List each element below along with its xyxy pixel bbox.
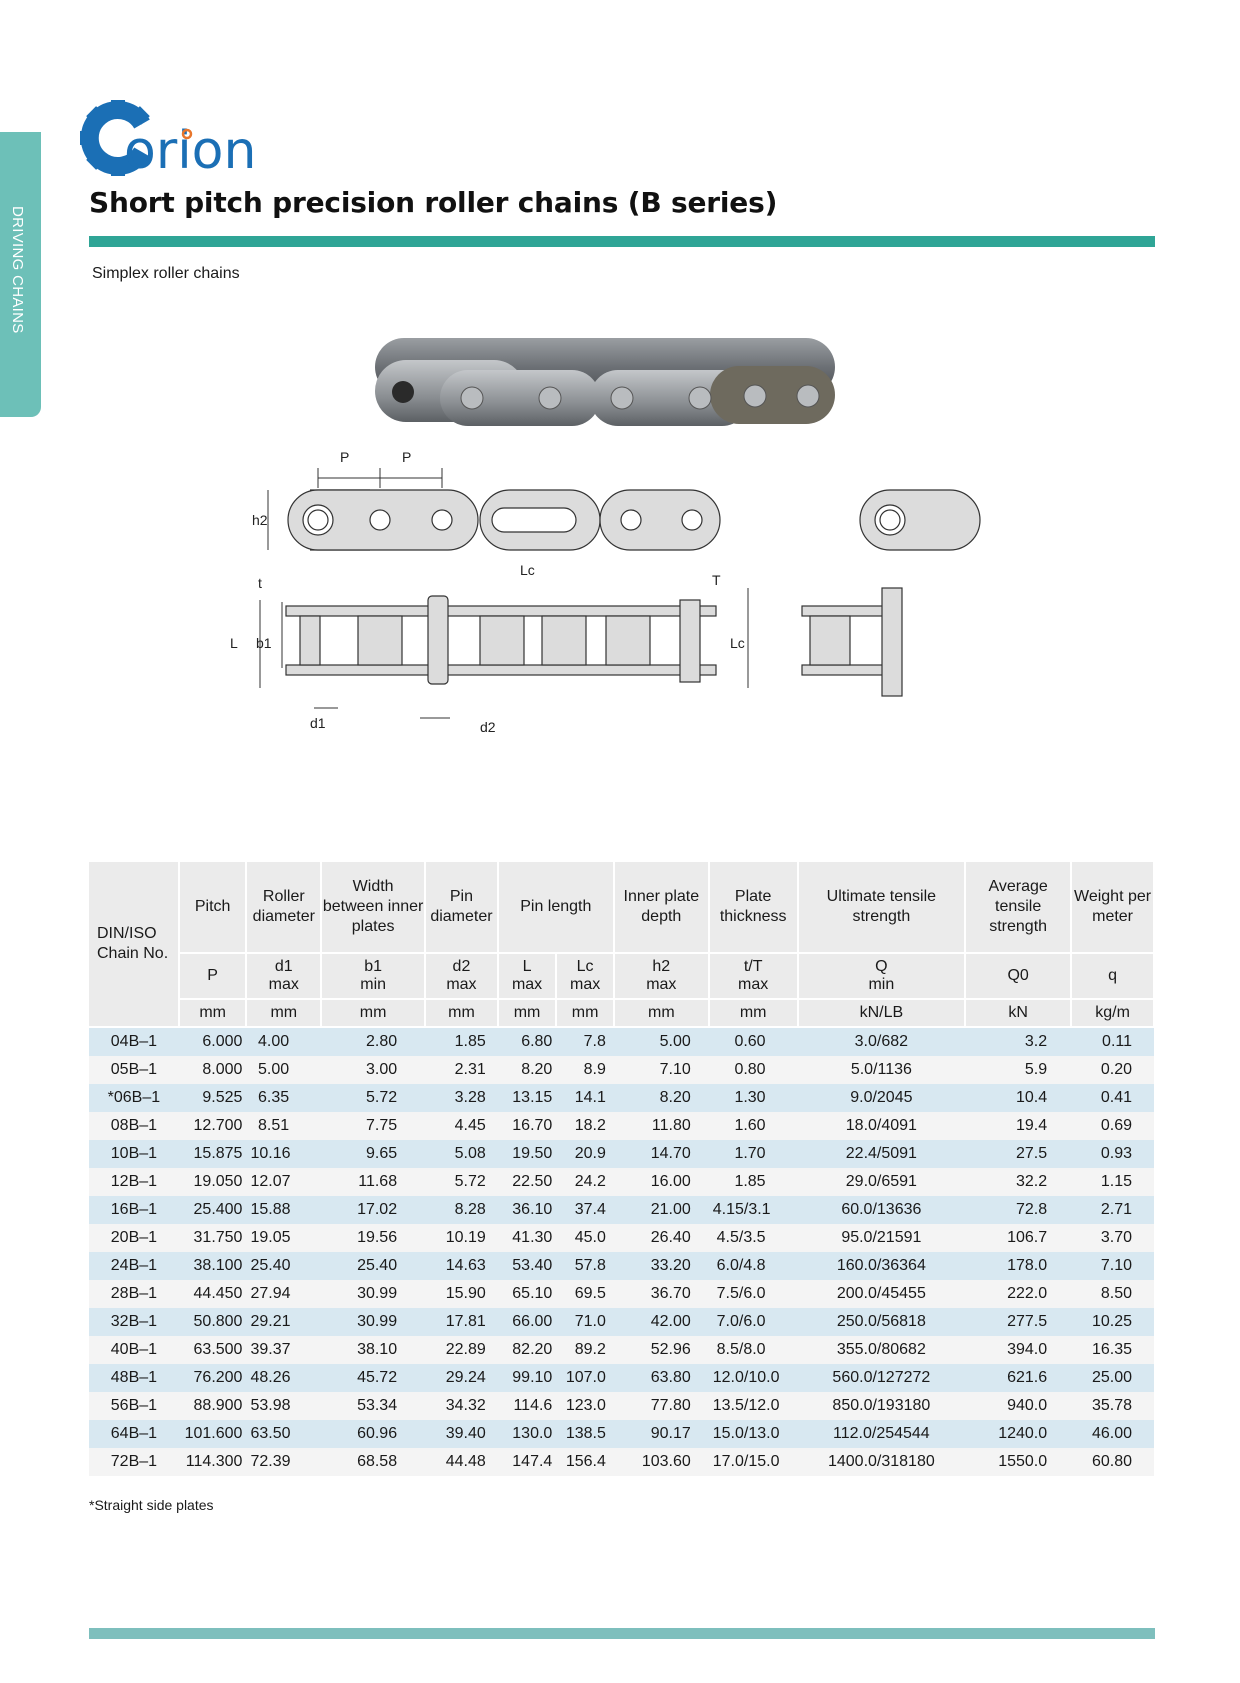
- table-cell: 29.0/6591: [798, 1168, 966, 1196]
- label-b1: b1: [256, 635, 272, 651]
- table-cell: 7.10: [1071, 1252, 1154, 1280]
- table-cell: 160.0/36364: [798, 1252, 966, 1280]
- table-cell: 38.10: [321, 1336, 425, 1364]
- table-cell: 5.0/1136: [798, 1056, 966, 1084]
- table-cell: 9.525: [179, 1084, 247, 1112]
- table-cell: 89.2: [556, 1336, 614, 1364]
- table-cell: 15.88: [246, 1196, 321, 1224]
- table-cell: 22.50: [498, 1168, 557, 1196]
- table-cell: 53.34: [321, 1392, 425, 1420]
- side-tab-label: DRIVING CHAINS: [9, 206, 26, 334]
- table-cell: 4.45: [425, 1112, 498, 1140]
- table-cell: 8.5/8.0: [709, 1336, 798, 1364]
- table-cell: 1.30: [709, 1084, 798, 1112]
- table-cell: 13.15: [498, 1084, 557, 1112]
- section-subtitle: Simplex roller chains: [92, 265, 240, 282]
- col-symbol: [798, 953, 966, 999]
- col-symbol-text: Lc: [576, 958, 594, 975]
- table-cell: 60.96: [321, 1420, 425, 1448]
- table-cell: 60.80: [1071, 1448, 1154, 1476]
- table-row: [89, 1168, 1154, 1196]
- table-cell: 42.00: [614, 1308, 709, 1336]
- table-cell: 7.10: [614, 1056, 709, 1084]
- table-row: [89, 1027, 1154, 1056]
- table-cell: 0.60: [709, 1027, 798, 1056]
- table-row: [89, 1084, 1154, 1112]
- table-cell: 16.35: [1071, 1336, 1154, 1364]
- table-cell: 2.71: [1071, 1196, 1154, 1224]
- chain-no-cell: 28B–1: [89, 1280, 179, 1308]
- table-cell: 8.50: [1071, 1280, 1154, 1308]
- table-cell: 36.10: [498, 1196, 557, 1224]
- table-cell: 76.200: [179, 1364, 247, 1392]
- chain-no-cell: 56B–1: [89, 1392, 179, 1420]
- label-d1: d1: [310, 715, 326, 731]
- table-cell: 18.2: [556, 1112, 614, 1140]
- col-symbol-text: L: [522, 958, 532, 975]
- table-cell: 17.81: [425, 1308, 498, 1336]
- table-cell: 15.875: [179, 1140, 247, 1168]
- chain-no-cell: 12B–1: [89, 1168, 179, 1196]
- table-cell: 69.5: [556, 1280, 614, 1308]
- table-cell: 250.0/56818: [798, 1308, 966, 1336]
- table-row: [89, 1308, 1154, 1336]
- table-cell: 1.70: [709, 1140, 798, 1168]
- label-lc-2: Lc: [730, 635, 745, 651]
- title-rule: [89, 236, 1155, 247]
- table-cell: 6.35: [246, 1084, 321, 1112]
- col-symbol: [246, 953, 321, 999]
- table-cell: 18.0/4091: [798, 1112, 966, 1140]
- chain-technical-drawings: [230, 449, 1020, 780]
- col-unit: kg/m: [1071, 999, 1154, 1027]
- table-cell: 57.8: [556, 1252, 614, 1280]
- table-cell: 2.31: [425, 1056, 498, 1084]
- table-cell: 0.80: [709, 1056, 798, 1084]
- col-unit: mm: [179, 999, 247, 1027]
- table-cell: 20.9: [556, 1140, 614, 1168]
- table-cell: 45.72: [321, 1364, 425, 1392]
- table-cell: 114.300: [179, 1448, 247, 1476]
- table-cell: 44.48: [425, 1448, 498, 1476]
- col-symbol: [709, 953, 798, 999]
- table-cell: 44.450: [179, 1280, 247, 1308]
- table-cell: 5.00: [246, 1056, 321, 1084]
- table-cell: 103.60: [614, 1448, 709, 1476]
- table-cell: 25.40: [246, 1252, 321, 1280]
- table-cell: 38.100: [179, 1252, 247, 1280]
- label-t-upper: T: [712, 572, 721, 588]
- table-cell: 7.5/6.0: [709, 1280, 798, 1308]
- table-cell: 106.7: [965, 1224, 1071, 1252]
- table-cell: 16.00: [614, 1168, 709, 1196]
- table-cell: 1.60: [709, 1112, 798, 1140]
- col-header: Average tensile strength: [965, 862, 1071, 953]
- table-cell: 16.70: [498, 1112, 557, 1140]
- label-t: t: [258, 575, 262, 591]
- table-cell: 25.40: [321, 1252, 425, 1280]
- chain-no-cell: 05B–1: [89, 1056, 179, 1084]
- table-cell: 178.0: [965, 1252, 1071, 1280]
- table-cell: 46.00: [1071, 1420, 1154, 1448]
- col-header: Weight per meter: [1071, 862, 1154, 953]
- table-cell: 88.900: [179, 1392, 247, 1420]
- table-cell: 10.19: [425, 1224, 498, 1252]
- table-cell: 52.96: [614, 1336, 709, 1364]
- table-cell: 17.0/15.0: [709, 1448, 798, 1476]
- table-cell: 15.0/13.0: [709, 1420, 798, 1448]
- table-cell: 0.93: [1071, 1140, 1154, 1168]
- col-limit: max: [511, 976, 543, 993]
- table-cell: 1.85: [709, 1168, 798, 1196]
- table-cell: 13.5/12.0: [709, 1392, 798, 1420]
- col-header: Pitch: [179, 862, 247, 953]
- table-cell: 1240.0: [965, 1420, 1071, 1448]
- table-cell: 277.5: [965, 1308, 1071, 1336]
- table-cell: 8.51: [246, 1112, 321, 1140]
- table-cell: 14.63: [425, 1252, 498, 1280]
- col-limit: max: [569, 976, 601, 993]
- col-header-chain-no: DIN/ISO Chain No.: [89, 862, 179, 1027]
- col-unit: mm: [556, 999, 614, 1027]
- table-cell: 8.20: [498, 1056, 557, 1084]
- table-cell: 19.05: [246, 1224, 321, 1252]
- table-cell: 394.0: [965, 1336, 1071, 1364]
- table-cell: 940.0: [965, 1392, 1071, 1420]
- col-header: Plate thickness: [709, 862, 798, 953]
- footnote: *Straight side plates: [89, 1497, 214, 1513]
- table-cell: 130.0: [498, 1420, 557, 1448]
- table-row: [89, 1224, 1154, 1252]
- label-p-2: P: [402, 449, 412, 465]
- table-cell: 5.00: [614, 1027, 709, 1056]
- table-cell: 1.85: [425, 1027, 498, 1056]
- table-cell: 45.0: [556, 1224, 614, 1252]
- table-row: [89, 1280, 1154, 1308]
- table-cell: 4.15/3.1: [709, 1196, 798, 1224]
- table-cell: 5.72: [425, 1168, 498, 1196]
- table-cell: 5.08: [425, 1140, 498, 1168]
- table-cell: 37.4: [556, 1196, 614, 1224]
- col-symbol-text: h2: [652, 958, 671, 975]
- col-unit: mm: [614, 999, 709, 1027]
- table-cell: 5.9: [965, 1056, 1071, 1084]
- table-cell: 72.8: [965, 1196, 1071, 1224]
- table-cell: 41.30: [498, 1224, 557, 1252]
- table-cell: 53.98: [246, 1392, 321, 1420]
- side-tab: [0, 132, 41, 417]
- chain-no-cell: 04B–1: [89, 1027, 179, 1056]
- col-symbol: [179, 953, 247, 999]
- table-cell: 12.0/10.0: [709, 1364, 798, 1392]
- table-cell: 4.5/3.5: [709, 1224, 798, 1252]
- table-cell: 3.70: [1071, 1224, 1154, 1252]
- table-cell: 10.25: [1071, 1308, 1154, 1336]
- table-cell: 35.78: [1071, 1392, 1154, 1420]
- table-cell: 3.2: [965, 1027, 1071, 1056]
- table-cell: 3.00: [321, 1056, 425, 1084]
- page-title: Short pitch precision roller chains (B series): [89, 186, 778, 219]
- col-header: Width between inner plates: [321, 862, 425, 953]
- table-cell: 22.89: [425, 1336, 498, 1364]
- table-cell: 7.8: [556, 1027, 614, 1056]
- chain-no-cell: 64B–1: [89, 1420, 179, 1448]
- col-header: Inner plate depth: [614, 862, 709, 953]
- table-row: [89, 1448, 1154, 1476]
- chain-no-cell: 24B–1: [89, 1252, 179, 1280]
- table-cell: 63.500: [179, 1336, 247, 1364]
- table-cell: 156.4: [556, 1448, 614, 1476]
- table-cell: 21.00: [614, 1196, 709, 1224]
- table-cell: 6.000: [179, 1027, 247, 1056]
- table-row: [89, 1252, 1154, 1280]
- table-cell: 29.24: [425, 1364, 498, 1392]
- table-cell: 8.000: [179, 1056, 247, 1084]
- col-symbol: [1071, 953, 1154, 999]
- col-header: Roller diameter: [246, 862, 321, 953]
- table-cell: 850.0/193180: [798, 1392, 966, 1420]
- table-cell: 60.0/13636: [798, 1196, 966, 1224]
- col-limit: min: [360, 976, 387, 993]
- table-cell: 560.0/127272: [798, 1364, 966, 1392]
- chain-no-cell: 72B–1: [89, 1448, 179, 1476]
- table-cell: 10.16: [246, 1140, 321, 1168]
- table-cell: 36.70: [614, 1280, 709, 1308]
- table-cell: 4.00: [246, 1027, 321, 1056]
- table-cell: 7.0/6.0: [709, 1308, 798, 1336]
- table-cell: 621.6: [965, 1364, 1071, 1392]
- table-cell: 5.72: [321, 1084, 425, 1112]
- table-cell: 355.0/80682: [798, 1336, 966, 1364]
- col-limit: max: [446, 976, 477, 993]
- col-limit: max: [738, 976, 769, 993]
- table-cell: 107.0: [556, 1364, 614, 1392]
- table-cell: 6.0/4.8: [709, 1252, 798, 1280]
- col-symbol-text: d1: [274, 958, 293, 975]
- table-cell: 7.75: [321, 1112, 425, 1140]
- table-cell: 14.70: [614, 1140, 709, 1168]
- chain-no-cell: 10B–1: [89, 1140, 179, 1168]
- table-cell: 0.69: [1071, 1112, 1154, 1140]
- table-cell: 112.0/254544: [798, 1420, 966, 1448]
- table-row: [89, 1196, 1154, 1224]
- chain-photo: [370, 330, 870, 440]
- table-cell: 1550.0: [965, 1448, 1071, 1476]
- table-cell: 33.20: [614, 1252, 709, 1280]
- brand-name: orion: [124, 121, 257, 181]
- table-cell: 39.40: [425, 1420, 498, 1448]
- footer-rule: [89, 1628, 1155, 1639]
- table-cell: 0.20: [1071, 1056, 1154, 1084]
- table-cell: 53.40: [498, 1252, 557, 1280]
- table-cell: 12.700: [179, 1112, 247, 1140]
- col-header: Pin diameter: [425, 862, 498, 953]
- table-cell: 24.2: [556, 1168, 614, 1196]
- table-cell: 50.800: [179, 1308, 247, 1336]
- table-cell: 82.20: [498, 1336, 557, 1364]
- table-row: [89, 1140, 1154, 1168]
- table-cell: 27.94: [246, 1280, 321, 1308]
- chain-spec-table: [89, 862, 1155, 1476]
- table-row: [89, 1056, 1154, 1084]
- col-symbol: [425, 953, 498, 999]
- col-header: Pin length: [498, 862, 614, 953]
- table-cell: 19.50: [498, 1140, 557, 1168]
- col-limit: max: [646, 976, 677, 993]
- table-cell: 9.0/2045: [798, 1084, 966, 1112]
- col-symbol-text: d2: [452, 958, 471, 975]
- chain-no-cell: 48B–1: [89, 1364, 179, 1392]
- table-cell: 77.80: [614, 1392, 709, 1420]
- col-unit: kN/LB: [798, 999, 966, 1027]
- table-cell: 3.0/682: [798, 1027, 966, 1056]
- chain-no-cell: 20B–1: [89, 1224, 179, 1252]
- table-cell: 10.4: [965, 1084, 1071, 1112]
- table-cell: 32.2: [965, 1168, 1071, 1196]
- table-cell: 99.10: [498, 1364, 557, 1392]
- table-cell: 14.1: [556, 1084, 614, 1112]
- table-cell: 9.65: [321, 1140, 425, 1168]
- col-limit: min: [868, 976, 895, 993]
- table-row: [89, 1336, 1154, 1364]
- table-row: [89, 1112, 1154, 1140]
- table-cell: 19.56: [321, 1224, 425, 1252]
- table-cell: 26.40: [614, 1224, 709, 1252]
- label-d2: d2: [480, 719, 496, 735]
- col-unit: mm: [425, 999, 498, 1027]
- col-symbol: [965, 953, 1071, 999]
- table-cell: 22.4/5091: [798, 1140, 966, 1168]
- table-cell: 222.0: [965, 1280, 1071, 1308]
- table-cell: 11.68: [321, 1168, 425, 1196]
- table-cell: 11.80: [614, 1112, 709, 1140]
- table-cell: 90.17: [614, 1420, 709, 1448]
- col-symbol-text: b1: [364, 958, 383, 975]
- table-cell: 30.99: [321, 1308, 425, 1336]
- table-cell: 63.50: [246, 1420, 321, 1448]
- table-cell: 95.0/21591: [798, 1224, 966, 1252]
- table-row: [89, 1392, 1154, 1420]
- table-cell: 8.20: [614, 1084, 709, 1112]
- table-cell: 71.0: [556, 1308, 614, 1336]
- table-cell: 68.58: [321, 1448, 425, 1476]
- table-cell: 1.15: [1071, 1168, 1154, 1196]
- table-cell: 6.80: [498, 1027, 557, 1056]
- col-symbol-text: Q0: [1007, 967, 1029, 984]
- col-unit: mm: [498, 999, 557, 1027]
- table-cell: 0.11: [1071, 1027, 1154, 1056]
- col-header: Ultimate tensile strength: [798, 862, 966, 953]
- chain-no-cell: *06B–1: [89, 1084, 179, 1112]
- chain-no-cell: 32B–1: [89, 1308, 179, 1336]
- table-cell: 65.10: [498, 1280, 557, 1308]
- table-cell: 8.9: [556, 1056, 614, 1084]
- col-unit: kN: [965, 999, 1071, 1027]
- table-cell: 31.750: [179, 1224, 247, 1252]
- table-row: [89, 1420, 1154, 1448]
- table-cell: 27.5: [965, 1140, 1071, 1168]
- chain-no-cell: 16B–1: [89, 1196, 179, 1224]
- table-cell: 8.28: [425, 1196, 498, 1224]
- col-symbol: [556, 953, 614, 999]
- label-lc-1: Lc: [520, 562, 535, 578]
- table-cell: 19.050: [179, 1168, 247, 1196]
- table-cell: 66.00: [498, 1308, 557, 1336]
- table-cell: 19.4: [965, 1112, 1071, 1140]
- table-cell: 34.32: [425, 1392, 498, 1420]
- col-symbol: [614, 953, 709, 999]
- col-symbol: [498, 953, 557, 999]
- table-cell: 147.4: [498, 1448, 557, 1476]
- table-cell: 25.400: [179, 1196, 247, 1224]
- col-symbol-text: Q: [875, 958, 888, 975]
- table-cell: 138.5: [556, 1420, 614, 1448]
- table-cell: 101.600: [179, 1420, 247, 1448]
- table-cell: 48.26: [246, 1364, 321, 1392]
- table-cell: 0.41: [1071, 1084, 1154, 1112]
- table-cell: 72.39: [246, 1448, 321, 1476]
- table-cell: 2.80: [321, 1027, 425, 1056]
- table-cell: 15.90: [425, 1280, 498, 1308]
- col-unit: mm: [246, 999, 321, 1027]
- table-cell: 114.6: [498, 1392, 557, 1420]
- table-cell: 29.21: [246, 1308, 321, 1336]
- label-p-1: P: [340, 449, 350, 465]
- table-cell: 63.80: [614, 1364, 709, 1392]
- table-cell: 30.99: [321, 1280, 425, 1308]
- orion-logo: [82, 98, 282, 188]
- table-cell: 12.07: [246, 1168, 321, 1196]
- chain-no-cell: 40B–1: [89, 1336, 179, 1364]
- col-symbol-text: P: [207, 967, 218, 984]
- col-symbol-text: q: [1108, 967, 1118, 984]
- table-cell: 3.28: [425, 1084, 498, 1112]
- col-unit: mm: [321, 999, 425, 1027]
- table-cell: 17.02: [321, 1196, 425, 1224]
- table-cell: 1400.0/318180: [798, 1448, 966, 1476]
- col-unit: mm: [709, 999, 798, 1027]
- col-symbol: [321, 953, 425, 999]
- col-limit: max: [268, 976, 299, 993]
- table-cell: 39.37: [246, 1336, 321, 1364]
- label-h2: h2: [252, 512, 268, 528]
- chain-no-cell: 08B–1: [89, 1112, 179, 1140]
- table-cell: 200.0/45455: [798, 1280, 966, 1308]
- label-l: L: [230, 635, 238, 651]
- table-row: [89, 1364, 1154, 1392]
- table-cell: 25.00: [1071, 1364, 1154, 1392]
- col-symbol-text: t/T: [743, 958, 763, 975]
- table-cell: 123.0: [556, 1392, 614, 1420]
